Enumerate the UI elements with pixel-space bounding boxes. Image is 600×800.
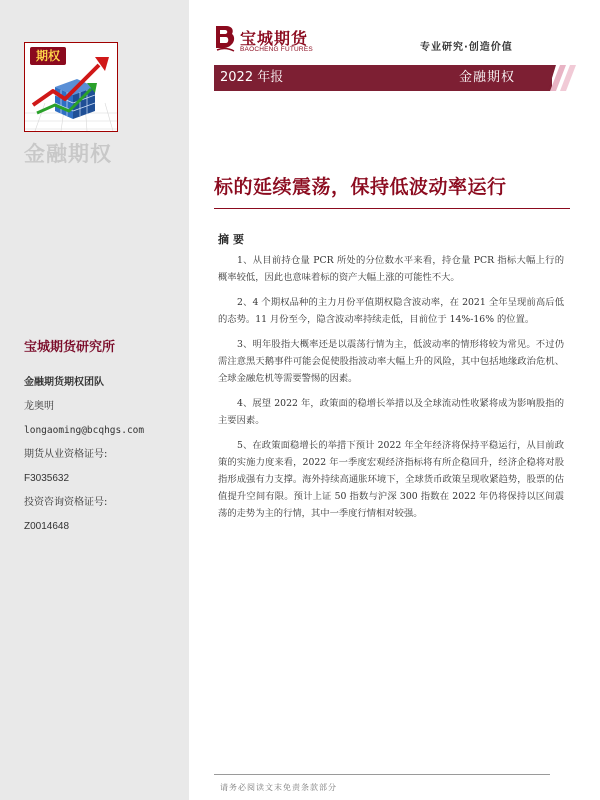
sidebar-title: 金融期权 <box>24 142 112 166</box>
summary-paragraph: 2、4 个期权品种的主力月份平值期权隐含波动率，在 2021 全年呈现前高后低的态势。11 月份至今，隐含波动率持续走低，目前位于 14%-16% 的位置。 <box>218 297 564 325</box>
advisory-license-number: Z0014648 <box>24 521 70 532</box>
title-divider <box>214 208 570 209</box>
summary-heading: 摘要 <box>218 233 248 246</box>
banner-stripe-decoration <box>548 65 576 91</box>
analyst-email: longaoming@bcqhgs.com <box>24 425 145 436</box>
team-name: 金融期货期权团队 <box>24 377 104 388</box>
footer-disclaimer: 请务必阅读文末免责条款部分 <box>220 783 337 792</box>
company-logo <box>214 24 344 58</box>
summary-paragraph: 3、明年股指大概率还是以震荡行情为主，低波动率的情形将较为常见。不过仍需注意黑天鹅事件可能会促使股指波动率大幅上升的风险，其中包括地缘政治危机、全球金融危机等需要警惕的因素。 <box>218 339 564 384</box>
logo-chinese-name: 宝城期货 <box>240 29 309 48</box>
page-title: 标的延续震荡，保持低波动率运行 <box>214 176 507 198</box>
analyst-name: 龙奥明 <box>24 401 54 412</box>
research-institute: 宝城期货研究所 <box>24 340 116 355</box>
summary-paragraph: 4、展望 2022 年，政策面的稳增长举措以及全球流动性收紧将成为影响股指的主要因素。 <box>218 398 564 426</box>
slogan: 专业研究·创造价值 <box>420 42 513 53</box>
summary-paragraphs <box>218 252 564 530</box>
logo-b-icon <box>214 24 236 54</box>
futures-license-number: F3035632 <box>24 473 70 484</box>
summary-paragraph: 1、从目前持仓量 PCR 所处的分位数水平来看，持仓量 PCR 指标大幅上行的概率较低，因此也意味着标的资产大幅上涨的可能性不大。 <box>218 255 564 283</box>
cover-image <box>24 42 118 132</box>
logo-english-name: BAOCHENG FUTURES <box>240 46 313 53</box>
team-info <box>24 376 184 544</box>
footer-divider <box>214 774 550 775</box>
advisory-license-label: 投资咨询资格证号: <box>24 497 108 508</box>
report-category: 金融期权 <box>459 70 516 85</box>
summary-paragraph: 5、在政策面稳增长的举措下预计 2022 年全年经济将保持平稳运行，从目前政策的实施力度来看，2022 年一季度宏观经济指标将有所企稳回升，经济企稳将对股指形成强有力支撑。海外持续高通胀环境下，全球货币政策呈现收紧趋势，股票的估值提升空间有限。预计上证 50 指数与沪深 300 指数在 2022 年仍将保持以区间震荡的走势为主的行情，其中一季度行情相对较强。 <box>218 440 564 519</box>
report-type: 2022 年报 <box>220 70 284 85</box>
futures-license-label: 期货从业资格证号: <box>24 449 108 460</box>
cover-badge: 期权 <box>30 47 66 65</box>
